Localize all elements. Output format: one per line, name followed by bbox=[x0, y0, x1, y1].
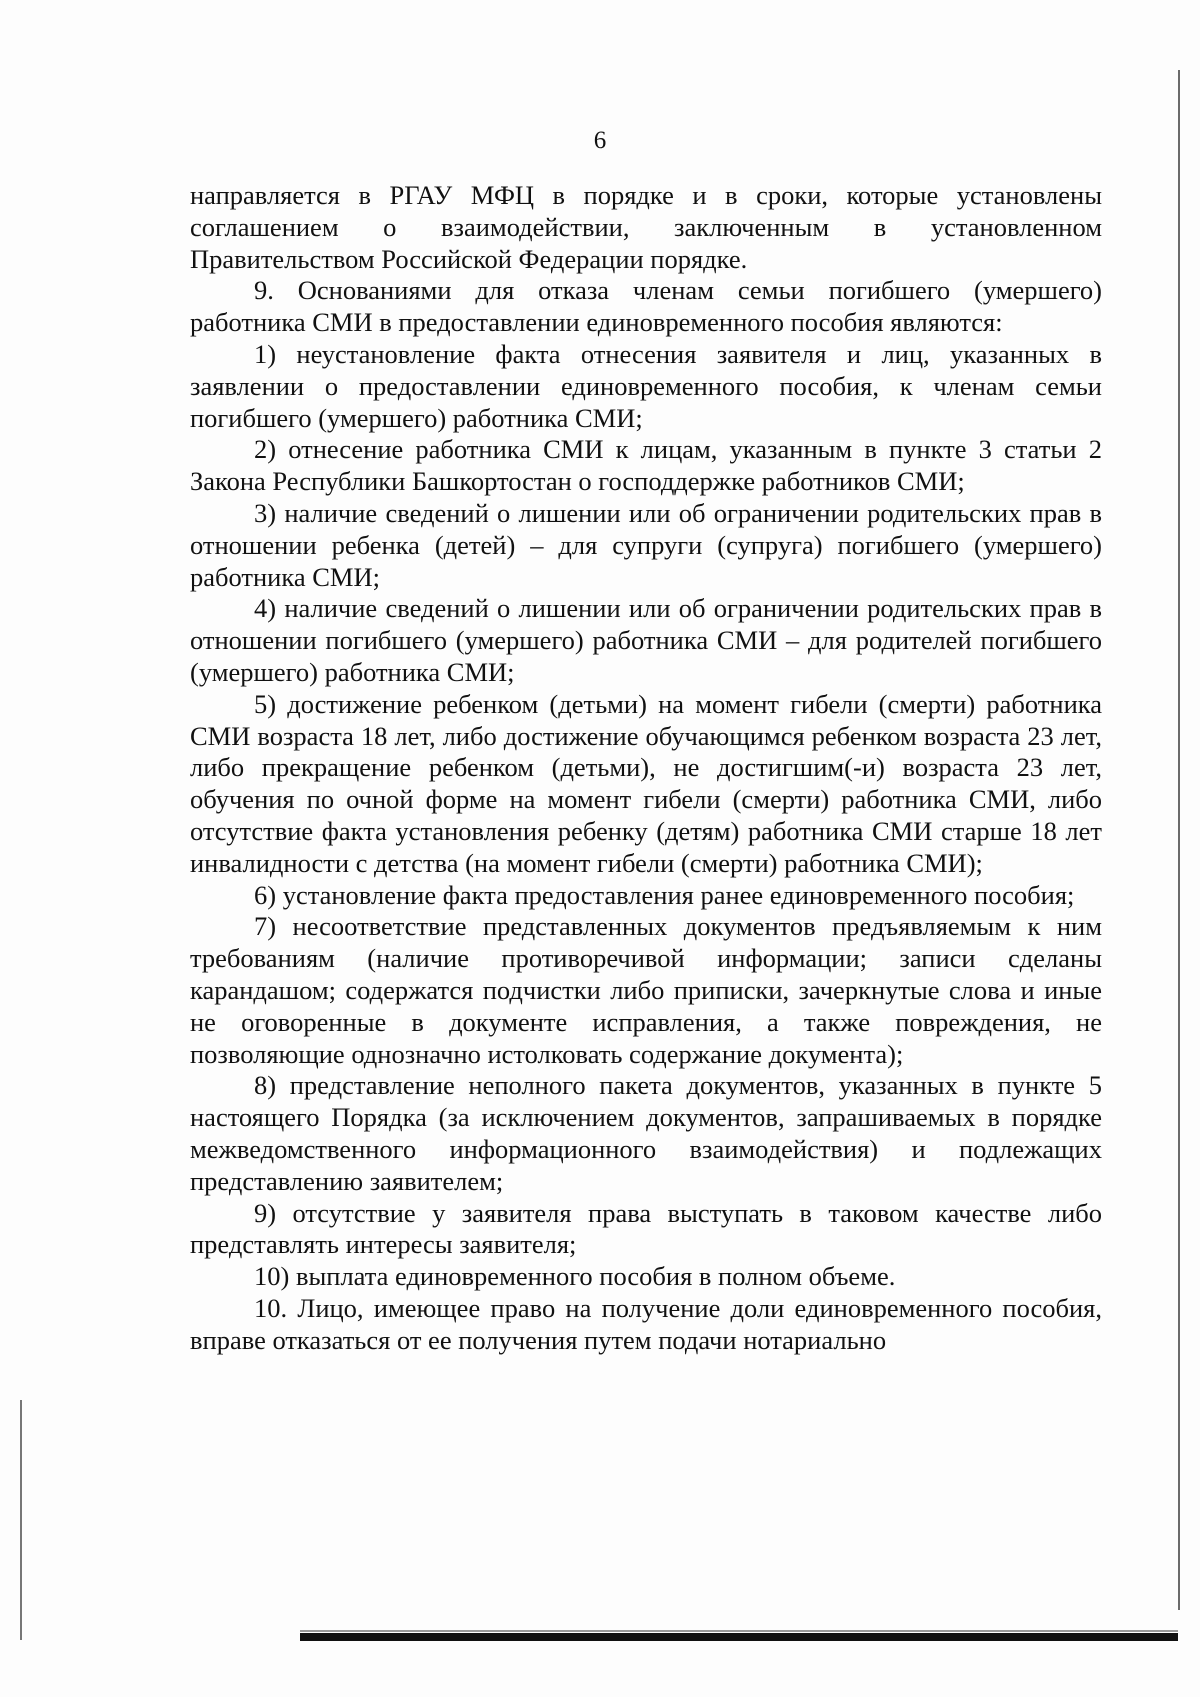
scan-edge-line bbox=[20, 1400, 22, 1640]
paragraph-continuation: направляется в РГАУ МФЦ в порядке и в сроки, которые установлены соглашением о взаимодействии, заключенным в установленном Правительством Российской Федерации порядке. bbox=[190, 180, 1102, 274]
paragraph-subitem-7: 7) несоответствие представленных документов предъявляемым к ним требованиям (наличие противоречивой информации; записи сделаны карандашом; содержатся подчистки либо приписки, зачеркнутые слова и иные не оговоренные в документе исправления, а также повреждения, не позволяющие однозначно истолковать содержание документа); bbox=[190, 911, 1102, 1069]
paragraph-subitem-4: 4) наличие сведений о лишении или об ограничении родительских прав в отношении погибшего (умершего) работника СМИ – для родителей погибшего (умершего) работника СМИ; bbox=[190, 593, 1102, 687]
scan-bottom-bar bbox=[300, 1630, 1178, 1641]
paragraph-subitem-10: 10) выплата единовременного пособия в полном объеме. bbox=[254, 1261, 896, 1292]
scan-edge-line bbox=[1178, 70, 1180, 1610]
paragraph-subitem-5: 5) достижение ребенком (детьми) на момент гибели (смерти) работника СМИ возраста 18 лет, либо достижение обучающимся ребенком возраста 23 лет, либо прекращение ребенком (детьми), не достигшим(-и) возраста 23 лет, обучения по очной форме на момент гибели (смерти) работника СМИ, либо отсутствие факта установления ребенку (детям) работника СМИ старше 18 лет инвалидности с детства (на момент гибели (смерти) работника СМИ); bbox=[190, 688, 1102, 878]
paragraph-subitem-6: 6) установление факта предоставления ранее единовременного пособия; bbox=[254, 879, 1075, 910]
document-body bbox=[190, 180, 1102, 1356]
paragraph-subitem-9: 9) отсутствие у заявителя права выступать в таковом качестве либо представлять интересы заявителя; bbox=[190, 1197, 1102, 1260]
paragraph-item-10: 10. Лицо, имеющее право на получение доли единовременного пособия, вправе отказаться от ее получения путем подачи нотариально bbox=[190, 1292, 1102, 1355]
paragraph-item-9: 9. Основаниями для отказа членам семьи погибшего (умершего) работника СМИ в предоставлении единовременного пособия являются: bbox=[190, 275, 1102, 338]
paragraph-subitem-3: 3) наличие сведений о лишении или об ограничении родительских прав в отношении ребенка (детей) – для супруги (супруга) погибшего (умершего) работника СМИ; bbox=[190, 497, 1102, 592]
paragraph-subitem-1: 1) неустановление факта отнесения заявителя и лиц, указанных в заявлении о предоставлении единовременного пособия, к членам семьи погибшего (умершего) работника СМИ; bbox=[190, 338, 1102, 433]
paragraph-subitem-8: 8) представление неполного пакета документов, указанных в пункте 5 настоящего Порядка (за исключением документов, запрашиваемых в порядке межведомственного информационного взаимодействия) и подлежащих представлению заявителем; bbox=[190, 1070, 1102, 1196]
page-number: 6 bbox=[593, 127, 607, 154]
paragraph-subitem-2: 2) отнесение работника СМИ к лицам, указанным в пункте 3 статьи 2 Закона Республики Башкортостан о господдержке работников СМИ; bbox=[190, 434, 1102, 497]
